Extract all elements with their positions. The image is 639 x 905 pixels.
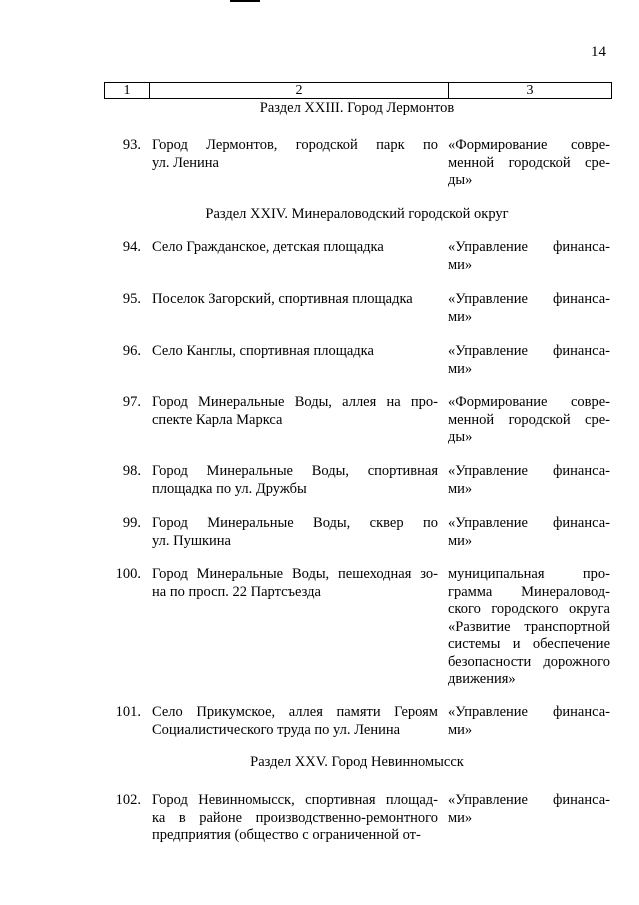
object-name-line: спекте Карла Маркса (152, 411, 283, 428)
object-name (152, 704, 438, 739)
object-name-line: Город Минеральные Воды, сквер по (152, 515, 438, 531)
object-name-line: ул. Ленина (152, 154, 219, 171)
section-heading-23: Раздел XXIII. Город Лермонтов (259, 100, 455, 116)
object-name-line: Город Минеральные Воды, спортивная (152, 463, 438, 479)
row-number: 101. (115, 704, 141, 720)
program-name-line: движения» (448, 671, 516, 687)
row-number: 96. (122, 343, 141, 359)
program-name-line: ского городского округа (448, 601, 610, 617)
program-name-line: ми» (448, 308, 473, 325)
object-name-line: Город Минеральные Воды, аллея на про- (152, 394, 438, 410)
object-name-line: ул. Пушкина (152, 532, 231, 549)
row-number: 94. (122, 239, 141, 255)
program-name-line: «Управление финанса- (448, 792, 610, 808)
object-name (152, 515, 438, 550)
page-number: 14 (591, 44, 606, 60)
program-name-line: «Формирование совре- (448, 137, 610, 153)
program-name-line: «Управление финанса- (448, 239, 610, 255)
object-name-line: Село Канглы, спортивная площадка (152, 343, 374, 359)
row-number: 97. (122, 394, 141, 410)
object-name-line: Село Прикумское, аллея памяти Героям (152, 704, 438, 720)
program-name (448, 515, 610, 550)
object-name-line: Поселок Загорский, спортивная площадка (152, 291, 413, 307)
object-name-line: Социалистического труда по ул. Ленина (152, 721, 401, 738)
program-name-line: «Управление финанса- (448, 291, 610, 307)
program-name (448, 394, 610, 447)
program-name (448, 792, 610, 827)
object-name (152, 394, 438, 429)
column-header-3: 3 (526, 83, 534, 98)
program-name (448, 343, 610, 378)
object-name-line: Город Невинномысск, спортивная площад- (152, 792, 438, 808)
program-name (448, 239, 610, 274)
program-name-line: ми» (448, 532, 473, 549)
object-name-line: Город Лермонтов, городской парк по (152, 137, 438, 153)
program-name-line: ми» (448, 360, 473, 377)
program-name (448, 291, 610, 326)
program-name-line: ми» (448, 809, 473, 826)
program-name (448, 704, 610, 739)
object-name (152, 566, 438, 601)
program-name (448, 463, 610, 498)
top-scan-mark (230, 0, 260, 2)
object-name-line: на по просп. 22 Партсъезда (152, 583, 321, 600)
program-name-line: ми» (448, 480, 473, 497)
column-header-row (104, 82, 612, 99)
program-name-line: «Управление финанса- (448, 463, 610, 479)
section-heading-24: Раздел XXIV. Минераловодский городской округ (205, 206, 509, 222)
object-name-line: предприятия (общество с ограниченной от- (152, 827, 421, 843)
program-name (448, 566, 610, 689)
object-name (152, 343, 438, 361)
program-name-line: менной городской сре- (448, 411, 610, 428)
program-name-line: муниципальная про- (448, 566, 610, 582)
program-name-line: «Развитие транспортной (448, 618, 610, 635)
program-name-line: ды» (448, 429, 473, 445)
object-name (152, 239, 438, 257)
program-name-line: «Управление финанса- (448, 704, 610, 720)
row-number: 99. (122, 515, 141, 531)
row-number: 98. (122, 463, 141, 479)
program-name-line: «Управление финанса- (448, 515, 610, 531)
program-name-line: ды» (448, 172, 473, 188)
program-name-line: системы и обеспечение (448, 636, 610, 652)
object-name (152, 792, 438, 845)
object-name (152, 137, 438, 172)
object-name-line: Город Минеральные Воды, пешеходная зо- (152, 566, 438, 582)
program-name-line: «Формирование совре- (448, 394, 610, 410)
program-name-line: грамма Минераловод- (448, 583, 610, 600)
object-name (152, 463, 438, 498)
object-name-line: ка в районе производственно-ремонтного (152, 809, 438, 826)
program-name-line: ми» (448, 256, 473, 273)
row-number: 102. (115, 792, 141, 808)
object-name-line: Село Гражданское, детская площадка (152, 239, 384, 255)
section-heading-25: Раздел XXV. Город Невинномысск (250, 754, 464, 770)
program-name-line: безопасности дорожного (448, 653, 610, 670)
program-name-line: ми» (448, 721, 473, 738)
program-name-line: менной городской сре- (448, 154, 610, 171)
column-header-1: 1 (105, 83, 150, 98)
row-number: 100. (115, 566, 141, 582)
object-name-line: площадка по ул. Дружбы (152, 480, 307, 497)
column-header-2: 2 (150, 83, 449, 98)
row-number: 95. (122, 291, 141, 307)
program-name (448, 137, 610, 190)
object-name (152, 291, 438, 309)
row-number: 93. (122, 137, 141, 153)
program-name-line: «Управление финанса- (448, 343, 610, 359)
